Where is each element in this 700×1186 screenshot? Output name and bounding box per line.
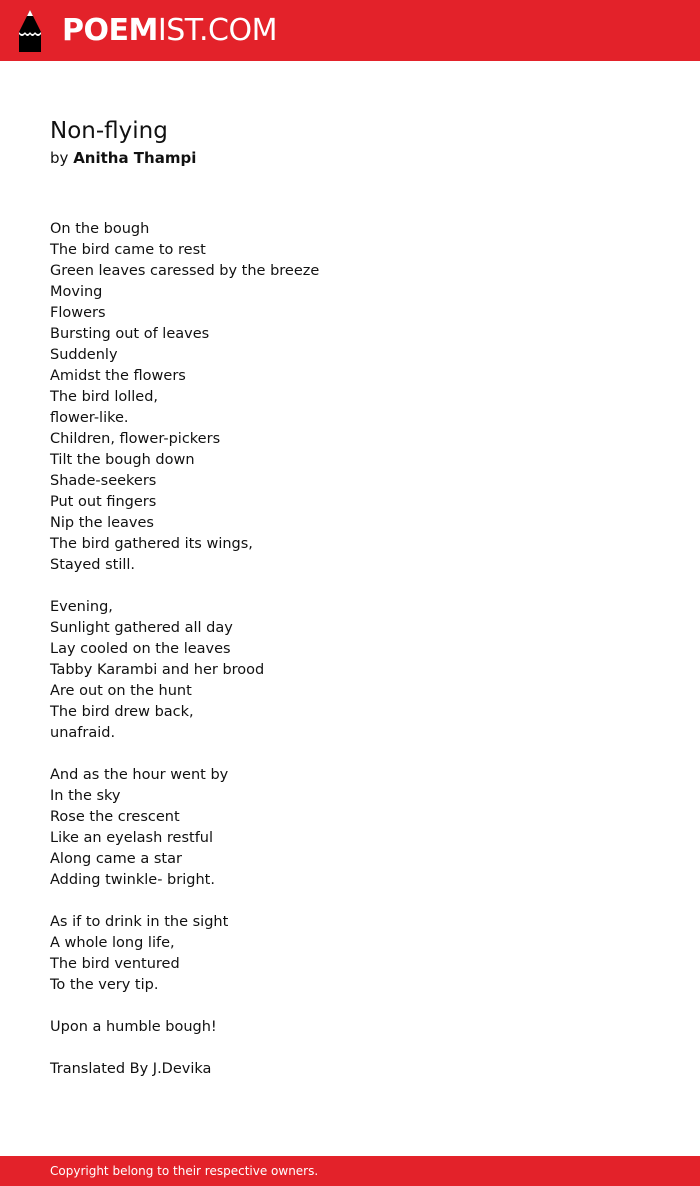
poem-line: Are out on the hunt <box>50 683 192 699</box>
poem-line: In the sky <box>50 788 121 804</box>
poem-line: Bursting out of leaves <box>50 326 210 342</box>
poem-line: Moving <box>50 284 103 300</box>
stanza-break <box>50 996 650 1017</box>
brand-bold: POEM <box>62 13 158 48</box>
byline <box>50 148 196 169</box>
poem-line: The bird ventured <box>50 956 180 972</box>
poem-line: Along came a star <box>50 851 182 867</box>
poem-line: To the very tip. <box>50 977 159 993</box>
poem-line: Evening, <box>50 599 113 615</box>
stanza-break <box>50 744 650 765</box>
poem-line: Children, flower-pickers <box>50 431 221 447</box>
poem-line: unafraid. <box>50 725 116 741</box>
poem-body <box>50 219 650 1080</box>
poem-line: Flowers <box>50 305 106 321</box>
copyright-notice: Copyright belong to their respective owners. <box>50 1164 319 1178</box>
poem-line: And as the hour went by <box>50 767 229 783</box>
stanza-break <box>50 1038 650 1059</box>
poem-line: On the bough <box>50 221 150 237</box>
author-name[interactable]: Anitha Thampi <box>73 149 197 167</box>
poem-line: As if to drink in the sight <box>50 914 229 930</box>
poem-line: A whole long life, <box>50 935 175 951</box>
poem-title: Non-flying <box>50 118 168 144</box>
pencil-icon[interactable] <box>17 10 43 52</box>
poem-line: Like an eyelash restful <box>50 830 214 846</box>
by-prefix: by <box>50 149 69 167</box>
poem-line: Tilt the bough down <box>50 452 195 468</box>
poem-line: Sunlight gathered all day <box>50 620 233 636</box>
poem-line: Stayed still. <box>50 557 136 573</box>
poem-line: Nip the leaves <box>50 515 154 531</box>
poem-line: Tabby Karambi and her brood <box>50 662 265 678</box>
poem-line: The bird gathered its wings, <box>50 536 253 552</box>
poem-line: The bird lolled, <box>50 389 159 405</box>
poem-line: Shade-seekers <box>50 473 157 489</box>
poem-line: Put out fingers <box>50 494 157 510</box>
site-logo-text[interactable] <box>62 12 277 50</box>
site-header <box>0 0 700 61</box>
stanza-break <box>50 576 650 597</box>
brand-light: IST.COM <box>157 13 277 48</box>
poem-line: Green leaves caressed by the breeze <box>50 263 320 279</box>
poem-line: The bird drew back, <box>50 704 194 720</box>
poem-line: Rose the crescent <box>50 809 180 825</box>
poem-line: Adding twinkle- bright. <box>50 872 215 888</box>
poem-line: Suddenly <box>50 347 118 363</box>
stanza-break <box>50 891 650 912</box>
site-footer <box>0 1156 700 1186</box>
poem-line: flower-like. <box>50 410 129 426</box>
poem-line: Amidst the flowers <box>50 368 186 384</box>
poem-line: Translated By J.Devika <box>50 1061 212 1077</box>
poem-line: Upon a humble bough! <box>50 1019 217 1035</box>
poem-line: The bird came to rest <box>50 242 206 258</box>
poem-line: Lay cooled on the leaves <box>50 641 231 657</box>
